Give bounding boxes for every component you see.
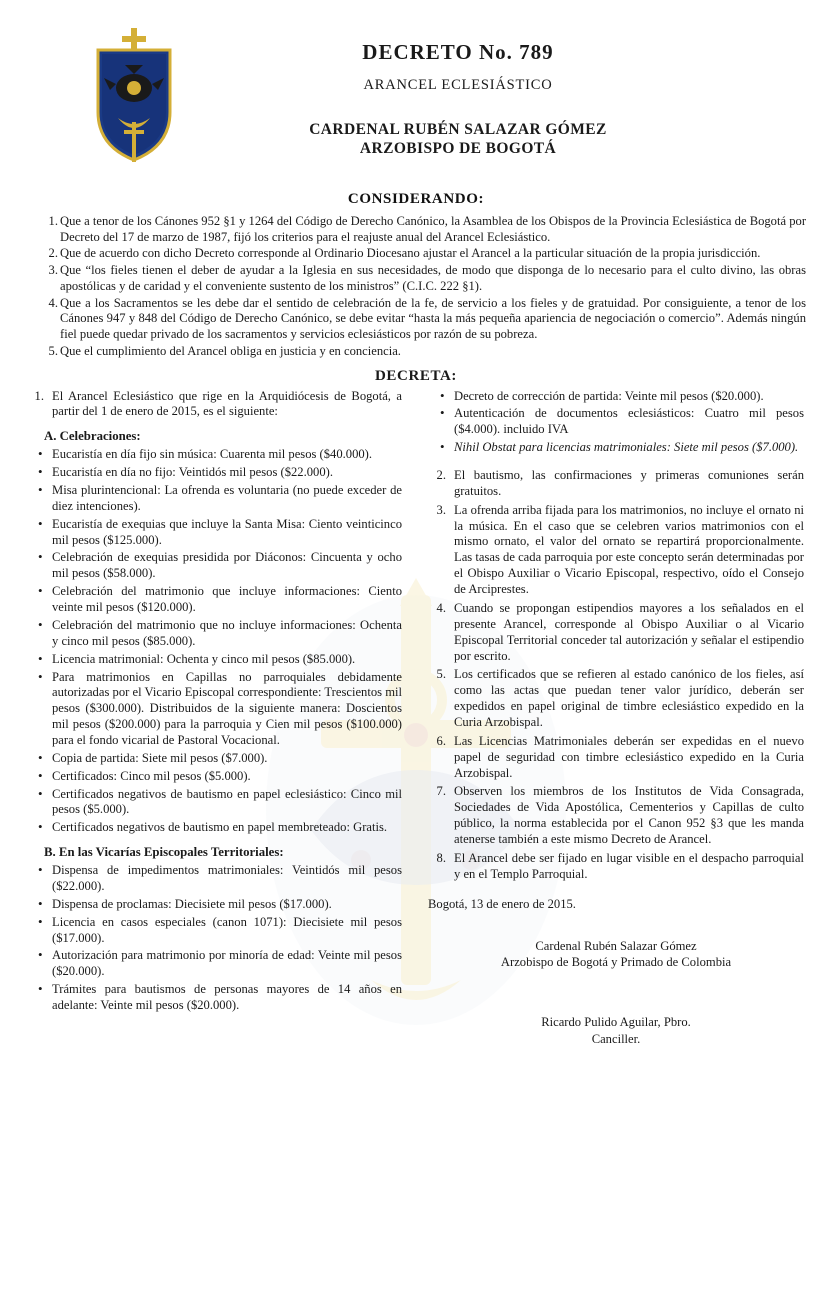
list-item: Que “los fieles tienen el deber de ayudar a la Iglesia en sus necesidades, de modo que disponga de lo necesario para el culto divino, las obras apostólicas y de caridad y el conveniente sustento de los ministros” (C.I.C. 222 §1). (60, 263, 806, 293)
list-item: • Autenticación de documentos eclesiásticos: Cuatro mil pesos ($4.000). incluido IVA (428, 406, 804, 438)
decreta-item-6 (428, 734, 804, 782)
list-item: • Para matrimonios en Capillas no parroquiales debidamente autorizadas por el Vicario Episcopal correspondiente: Trescientos mil pesos ($300.000). Distribuidos de la siguiente manera: Doscientos mil pesos ($200.000) para la parroquia y Cien mil pesos ($100.000) para el fondo vicarial de Pastoral Vocacional. (26, 670, 402, 749)
list-item (428, 440, 804, 456)
decreta-heading: DECRETA: (374, 367, 458, 384)
list-item: • Licencia matrimonial: Ochenta y cinco mil pesos ($85.000). (26, 652, 402, 668)
item-text: El Arancel debe ser fijado en lugar visible en el despacho parroquial y en el Templo Parroquial. (454, 850, 804, 881)
decreta-item-8 (428, 851, 804, 883)
list-item: • Certificados negativos de bautismo en papel membreteado: Gratis. (26, 820, 402, 836)
list-item: • Certificados negativos de bautismo en papel eclesiástico: Cinco mil pesos ($5.000). (26, 787, 402, 819)
authority-role: ARZOBISPO DE BOGOTÁ (359, 140, 557, 158)
considerando-heading: CONSIDERANDO: (347, 191, 485, 207)
item-number: 8. (436, 850, 446, 865)
list-item: • Certificados: Cinco mil pesos ($5.000). (26, 769, 402, 785)
right-column (428, 389, 804, 1047)
item-number: 1. (34, 388, 44, 403)
item-text: El bautismo, las confirmaciones y primeras comuniones serán gratuitos. (454, 468, 804, 498)
list-item: • Dispensa de impedimentos matrimoniales: Veintidós mil pesos ($22.000). (26, 863, 402, 895)
list-item: • Eucaristía de exequias que incluye la Santa Misa: Ciento veinticinco mil pesos ($125.000). (26, 517, 402, 549)
item-number: 4. (436, 600, 446, 615)
list-item: • Misa plurintencional: La ofrenda es voluntaria (no puede exceder de diez intenciones). (26, 483, 402, 515)
item-number: 7. (436, 784, 446, 799)
signature-block-chancellor (428, 1014, 804, 1047)
decreta-item-5 (428, 667, 804, 730)
place-date: Bogotá, 13 de enero de 2015. (428, 896, 576, 911)
section-a-title: A. Celebraciones: (44, 429, 141, 444)
list-item: Que a tenor de los Cánones 952 §1 y 1264 del Código de Derecho Canónico, la Asamblea de los Obispos de la Provincia Eclesiástica de Bogotá por Decreto del 17 de marzo de 1987, fijó los criterios para el reajuste anual del Arancel Eclesiástico. (60, 214, 807, 244)
item-text: Las Licencias Matrimoniales deberán ser expedidas en el nuevo papel de seguridad con timbre eclesiástico expedido en la Curia Arzobispal. (454, 733, 804, 780)
right-top-list (428, 389, 804, 456)
decreta-item-3 (428, 503, 804, 598)
list-item: Que el cumplimiento del Arancel obliga en justicia y en conciencia. (60, 343, 401, 358)
list-item: • Copia de partida: Siete mil pesos ($7.000). (26, 751, 402, 767)
section-b-list (26, 863, 402, 1014)
item-text: La ofrenda arriba fijada para los matrimonios, no incluye el ornato ni la música. En el caso que se celebren varios matrimonios con el mismo ornato, el valor del ornato se repartirá proporcionalmente. Las tasas de cada parroquia por este concepto serán determinadas por el Obispo Auxiliar o Vicario Episcopal, respectivo, oído el Consejo de Arciprestes. (454, 502, 804, 597)
section-b-title: B. En las Vicarías Episcopales Territoriales: (44, 845, 284, 860)
document-header (26, 18, 806, 181)
two-column-body (26, 389, 806, 1047)
list-item: • Dispensa de proclamas: Diecisiete mil pesos ($17.000). (26, 897, 402, 913)
coat-of-arms-icon (88, 26, 180, 181)
list-item: • Celebración del matrimonio que no incluye informaciones: Ochenta y cinco mil pesos ($85.000). (26, 618, 402, 650)
list-item: • Eucaristía en día no fijo: Veintidós mil pesos ($22.000). (26, 465, 402, 481)
page-title: DECRETO No. 789 (362, 40, 554, 64)
list-item: • Decreto de corrección de partida: Veinte mil pesos ($20.000). (428, 389, 804, 405)
list-item: Que de acuerdo con dicho Decreto corresponde al Ordinario Diocesano ajustar el Arancel a la particular situación de la propia jurisdicción. (60, 246, 761, 261)
item-text: Observen los miembros de los Institutos de Vida Consagrada, Sociedades de Vida Apostólica, Cementerios y Capillas de culto público, la norma establecida por el Canon 952 §3 que les manda atenerse también a este mismo Decreto de Arancel. (454, 784, 804, 846)
item-number: 2. (436, 468, 446, 483)
list-item: • Autorización para matrimonio por minoría de edad: Veinte mil pesos ($20.000). (26, 948, 402, 980)
document-subtitle: ARANCEL ECLESIÁSTICO (363, 77, 553, 93)
item-number: 3. (436, 502, 446, 517)
item-text: Cuando se propongan estipendios mayores a los señalados en el presente Arancel, corresponde al Obispo Auxiliar o al Vicario Episcopal Territorial conceder tal autorización y señalar el estipendio por escrito. (454, 600, 804, 663)
item-text: El Arancel Eclesiástico que rige en la Arquidiócesis de Bogotá, a partir del 1 de enero de 2015, es el siguiente: (52, 388, 402, 419)
list-item: • Celebración del matrimonio que incluye informaciones: Ciento veinte mil pesos ($120.000). (26, 584, 402, 616)
signature-title: Arzobispo de Bogotá y Primado de Colombia (500, 954, 732, 969)
decreta-item-7 (428, 784, 804, 847)
decreta-item-4 (428, 601, 804, 664)
list-item: • Celebración de exequias presidida por Diáconos: Cincuenta y ocho mil pesos ($58.000). (26, 550, 402, 582)
considerando-list (26, 214, 806, 360)
decreta-item-2 (428, 468, 804, 500)
signature-block-cardinal (428, 938, 804, 971)
list-item: • Eucaristía en día fijo sin música: Cuarenta mil pesos ($40.000). (26, 447, 402, 463)
list-item: • Trámites para bautismos de personas mayores de 14 años en adelante: Veinte mil pesos ($20.000). (26, 982, 402, 1014)
list-item: Que a los Sacramentos se les debe dar el sentido de celebración de la fe, de servicio a los fieles y de gratuidad. Por consiguiente, a tenor de los Cánones 947 y 848 del Código de Derecho Canónico, se debe evitar “hasta la más pequeña apariencia de negociación o comercio”. Además ningún fiel puede quedar privado de los sacramentos y servicios eclesiásticos por razón de su pobreza. (60, 295, 806, 342)
authority-name: CARDENAL RUBÉN SALAZAR GÓMEZ (309, 121, 607, 138)
decreta-item-1 (26, 389, 402, 421)
signature-title: Canciller. (591, 1031, 641, 1046)
list-item: • Licencia en casos especiales (canon 1071): Diecisiete mil pesos ($17.000). (26, 915, 402, 947)
signature-name: Ricardo Pulido Aguilar, Pbro. (541, 1015, 691, 1030)
item-number: 5. (436, 667, 446, 682)
signature-name: Cardenal Rubén Salazar Gómez (535, 938, 697, 953)
left-column (26, 389, 402, 1047)
item-number: 6. (436, 733, 446, 748)
item-text: Los certificados que se refieren al estado canónico de los fieles, así como las actas que puedan tener valor jurídico, deberán ser expedidos en papel original de timbre eclesiástico expedido en la Curia Arzobispal. (454, 667, 804, 729)
section-a-list (26, 447, 402, 836)
nihil-obstat-text: Nihil Obstat para licencias matrimoniales: Siete mil pesos ($7.000). (454, 440, 799, 455)
